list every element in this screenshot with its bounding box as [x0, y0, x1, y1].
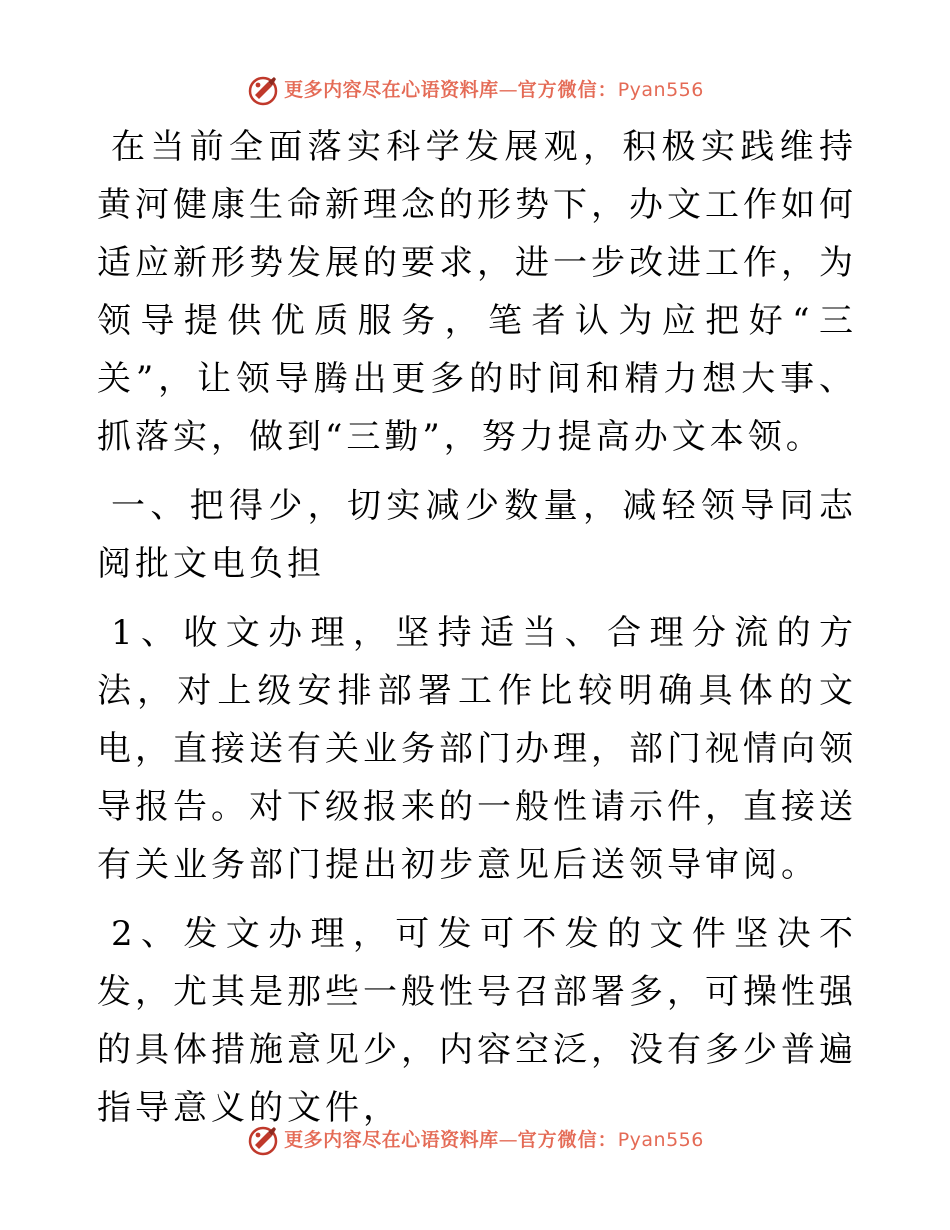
paragraph-intro: 在当前全面落实科学发展观，积极实践维持黄河健康生命新理念的形势下，办文工作如何适应新形势发展的要求，进一步改进工作，为领导提供优质服务，笔者认为应把好“三关”，让领导腾出更多的时间和精力想大事、抓落实，做到“三勤”，努力提高办文本领。	[97, 127, 857, 457]
watermark-banner-bottom	[0, 1120, 950, 1160]
logo-icon	[246, 73, 280, 107]
watermark-wechat-label: 官方微信：	[517, 79, 618, 101]
watermark-title: 更多内容尽在心语资料库	[284, 1129, 499, 1151]
watermark-wechat-id: Pyan556	[617, 79, 704, 101]
logo-icon	[246, 1123, 280, 1157]
watermark-separator: —	[498, 79, 518, 101]
watermark-wechat-id: Pyan556	[617, 1129, 704, 1151]
paragraph-item-2: 2、发文办理，可发可不发的文件坚决不发，尤其是那些一般性号召部署多，可操性强的具体措施意见少，内容空泛，没有多少普遍指导意义的文件，	[97, 914, 857, 1128]
document-body	[97, 118, 857, 1137]
watermark-separator: —	[498, 1129, 518, 1151]
paragraph-item-1: 1、收文办理，坚持适当、合理分流的方法，对上级安排部署工作比较明确具体的文电，直接送有关业务部门办理，部门视情向领导报告。对下级报来的一般性请示件，直接送有关业务部门提出初步意见后送领导审阅。	[97, 613, 857, 885]
section-heading: 一、把得少，切实减少数量，减轻领导同志阅批文电负担	[97, 486, 857, 584]
watermark-wechat-label: 官方微信：	[517, 1129, 618, 1151]
watermark-title: 更多内容尽在心语资料库	[284, 79, 499, 101]
watermark-banner-top	[0, 70, 950, 110]
